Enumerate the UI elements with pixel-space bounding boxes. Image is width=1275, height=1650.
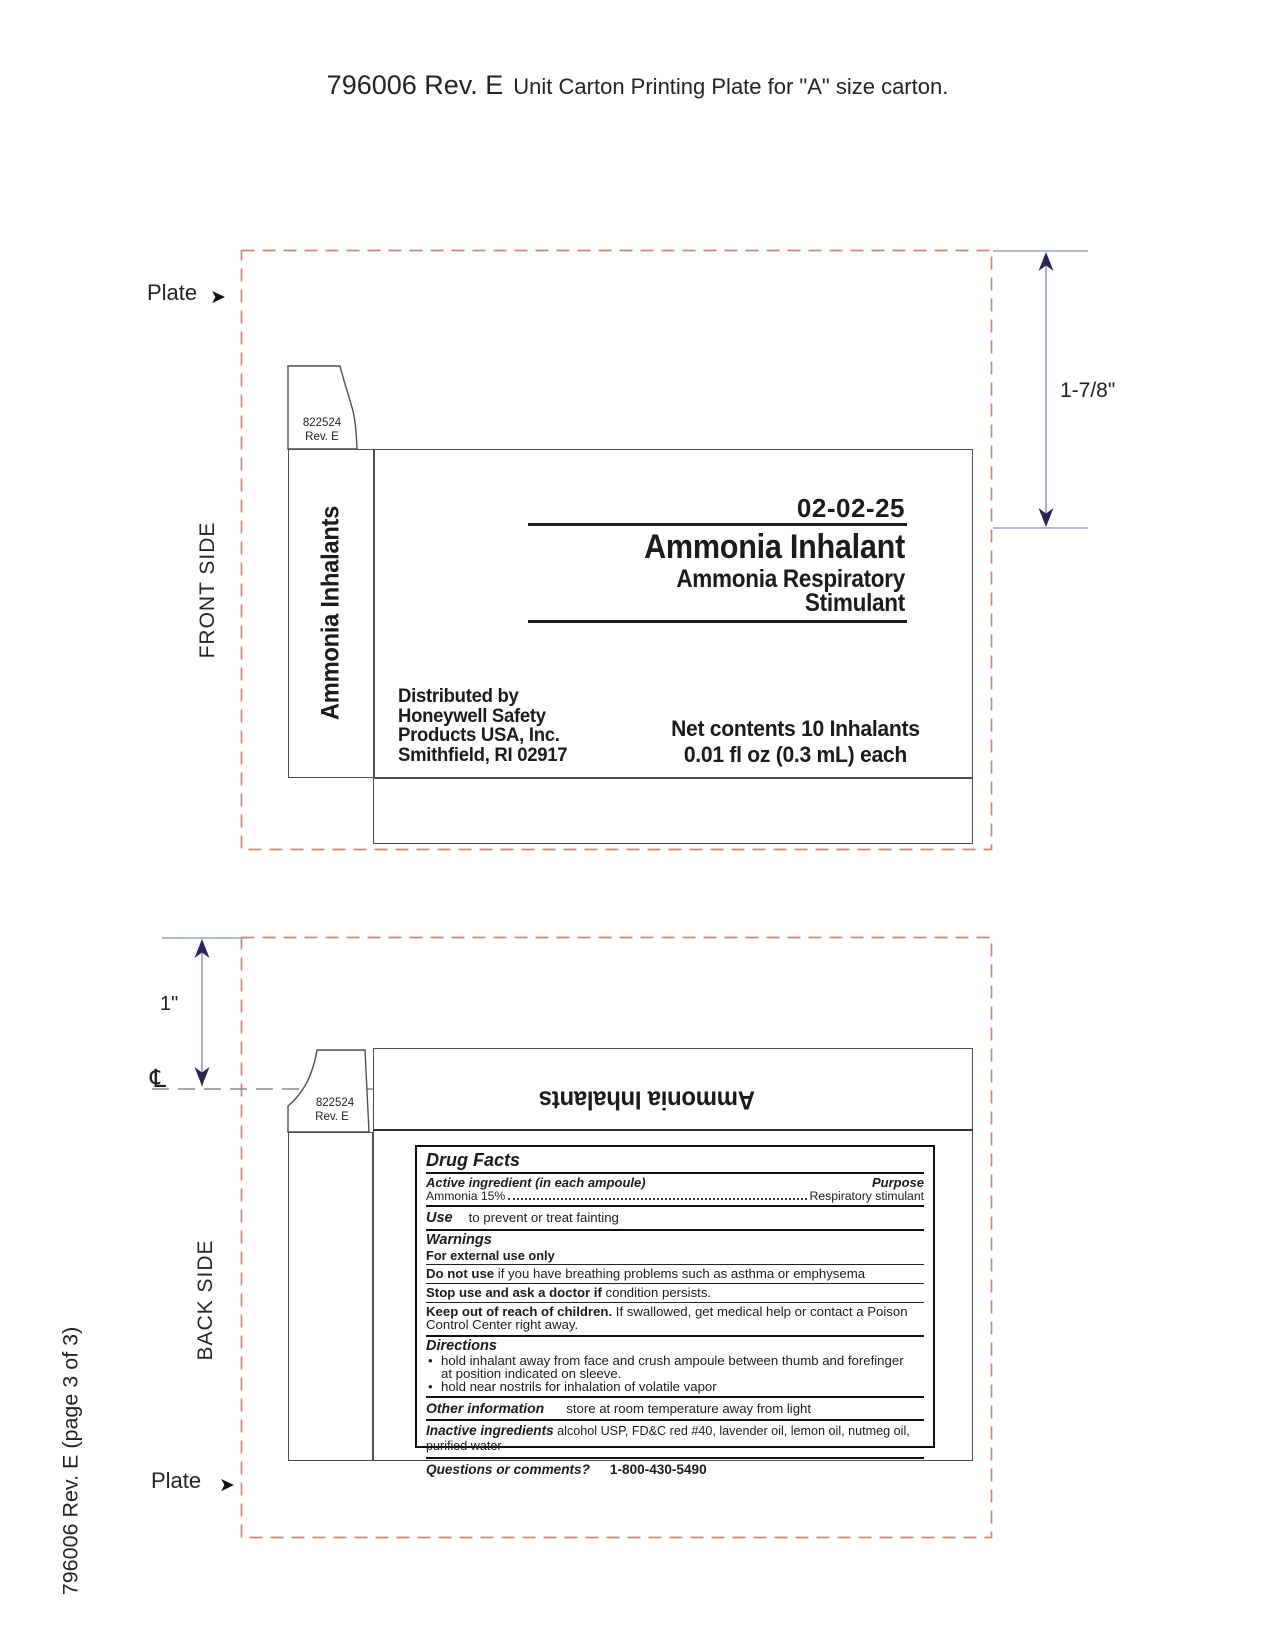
- distributor-block: [398, 687, 567, 765]
- front-rule-bottom: [528, 620, 907, 623]
- use-section: [426, 1207, 924, 1231]
- front-tab-rev: Rev. E: [305, 431, 339, 443]
- directions-bullet-1-continuation: at position indicated on sleeve.: [441, 1365, 622, 1381]
- questions-section: [426, 1459, 924, 1480]
- do-not-use-text: if you have breathing problems such as asthma or emphysema: [494, 1265, 866, 1281]
- warnings-label: Warnings: [426, 1232, 492, 1248]
- front-bottom-flap-outline: [373, 778, 973, 844]
- other-information-label: Other information: [426, 1399, 545, 1416]
- front-flap-title: Ammonia Inhalants: [316, 505, 345, 721]
- questions-label: Questions or comments?: [426, 1461, 590, 1477]
- back-tab-number: 822524: [315, 1097, 355, 1109]
- do-not-use-line: [426, 1265, 924, 1284]
- front-flap-divider-line: [373, 449, 375, 778]
- page-subtitle: Unit Carton Printing Plate for "A" size carton.: [513, 74, 949, 99]
- net-contents-block: [666, 716, 925, 768]
- stop-use-text: condition persists.: [601, 1284, 712, 1300]
- front-tab-outline: [280, 358, 370, 454]
- front-side-label: FRONT SIDE: [196, 521, 219, 659]
- front-rule-top: [528, 523, 907, 526]
- active-ingredient-name: Ammonia 15%: [426, 1189, 506, 1203]
- back-plate-label: Plate: [151, 1468, 202, 1493]
- directions-bullet-1: [426, 1354, 924, 1367]
- distributor-line: Distributed by: [398, 685, 519, 707]
- keep-out-line: [426, 1303, 924, 1335]
- active-ingredient-heading: Active ingredient (in each ampoule): [426, 1175, 646, 1190]
- front-product-title: Ammonia Inhalant: [644, 528, 905, 566]
- stop-use-label: Stop use and ask a doctor if: [426, 1284, 602, 1300]
- net-contents-line-1: Net contents 10 Inhalants: [671, 716, 920, 741]
- drug-facts-header: Drug Facts: [426, 1147, 924, 1174]
- directions-bullet-1-text: hold inhalant away from face and crush ampoule between thumb and forefinger: [441, 1352, 904, 1368]
- back-plate-arrow-icon: ➤: [219, 1475, 235, 1496]
- inactive-ingredients-label: Inactive ingredients: [426, 1422, 554, 1438]
- back-dimension-label: 1": [160, 993, 179, 1015]
- questions-phone: 1-800-430-5490: [609, 1461, 707, 1477]
- front-tab-number: 822524: [302, 417, 342, 429]
- page-title: [0, 70, 1275, 101]
- back-side-label: BACK SIDE: [194, 1239, 217, 1361]
- directions-bullet-2: [426, 1380, 924, 1393]
- directions-bullet-2-text: hold near nostrils for inhalation of volatile vapor: [441, 1378, 717, 1394]
- inactive-ingredients-section: [426, 1421, 924, 1459]
- other-information-text: store at room temperature away from light: [566, 1400, 812, 1416]
- drug-facts-box: [415, 1145, 935, 1477]
- front-date: 02-02-25: [796, 493, 905, 523]
- active-ingredient-section: [426, 1174, 924, 1207]
- front-plate-arrow-icon: ➤: [210, 287, 226, 308]
- warnings-section: [426, 1231, 924, 1337]
- footer-page-label: 796006 Rev. E (page 3 of 3): [58, 1326, 83, 1596]
- external-use-line: For external use only: [426, 1248, 924, 1265]
- active-ingredient-purpose: Respiratory stimulant: [809, 1189, 924, 1203]
- inactive-ingredients-text: alcohol USP, FD&C red #40, lavender oil, lemon oil, nutmeg oil, purified water: [426, 1423, 910, 1453]
- plate-number: 796006 Rev. E: [326, 70, 504, 100]
- use-label: Use: [426, 1210, 453, 1226]
- bullet-icon: •: [428, 1352, 433, 1368]
- use-text: to prevent or treat fainting: [468, 1210, 619, 1225]
- dotted-leader: [508, 1198, 806, 1200]
- do-not-use-label: Do not use: [426, 1265, 495, 1281]
- front-product-subtitle-1: Ammonia Respiratory: [676, 565, 905, 593]
- directions-label: Directions: [426, 1337, 497, 1354]
- directions-section: [426, 1337, 924, 1398]
- keep-out-text: If swallowed, get medical help or contact a Poison Control Center right away.: [426, 1303, 908, 1332]
- back-panel-divider-line: [373, 1129, 973, 1131]
- centerline-symbol: ℄: [150, 1064, 167, 1093]
- net-contents-line-2: 0.01 fl oz (0.3 mL) each: [683, 742, 907, 767]
- keep-out-label: Keep out of reach of children.: [426, 1303, 613, 1319]
- purpose-heading: Purpose: [871, 1175, 924, 1190]
- front-product-subtitle-2: Stimulant: [804, 589, 905, 617]
- back-tab-outline: [280, 1042, 380, 1134]
- back-tab-rev: Rev. E: [315, 1111, 349, 1123]
- distributor-line: Honeywell Safety: [398, 704, 546, 727]
- back-panel-title-upside-down: Ammonia Inhalants: [539, 1085, 755, 1116]
- back-flap-outline: [288, 1132, 373, 1461]
- distributor-line: Smithfield, RI 02917: [398, 743, 568, 766]
- bullet-icon: •: [428, 1378, 433, 1394]
- stop-use-line: [426, 1284, 924, 1303]
- front-dimension-label: 1-7/8": [1060, 379, 1116, 402]
- other-information-section: [426, 1398, 924, 1421]
- distributor-line: Products USA, Inc.: [398, 724, 560, 746]
- front-plate-label: Plate: [147, 280, 198, 305]
